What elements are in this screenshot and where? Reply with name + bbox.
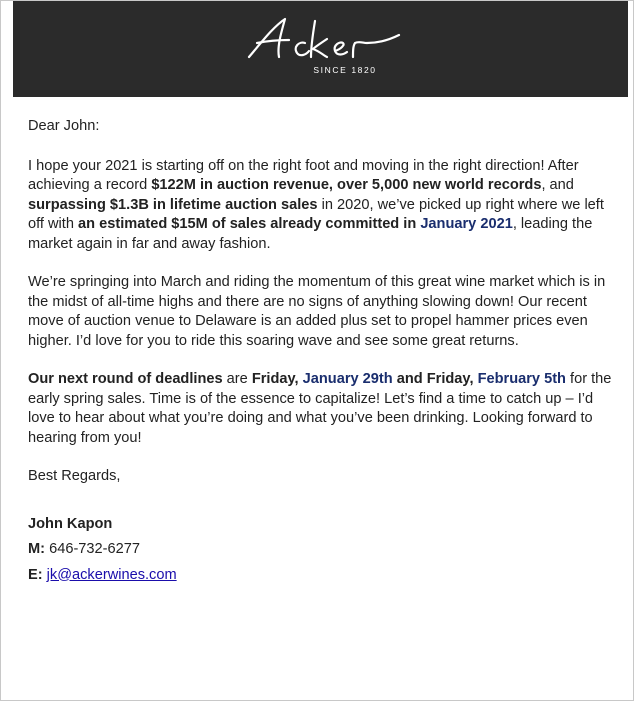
text-segment: in 2020, we’ve picked up right where we left off with	[28, 196, 604, 232]
bold-segment: Friday,	[251, 371, 303, 387]
text-segment: are	[222, 371, 252, 387]
bold-segment: surpassing $1.3B in lifetime auction sales	[28, 196, 318, 213]
bold-segment: an estimated $15M of sales already committed in	[78, 216, 421, 232]
bold-segment: and Friday,	[392, 371, 478, 387]
text-segment: for the early spring sales. Time is of the essence to capitalize! Let’s find a time to catch up – I’d love to hear about what you’re doing and what you’ve been drinking. Looking forward to hearing from you!	[28, 371, 612, 446]
highlight-date: January 2021	[420, 216, 513, 232]
signature-mobile	[28, 540, 618, 560]
bold-segment: $122M in auction revenue, over 5,000 new world records	[151, 177, 542, 193]
text-segment: , leading the market again in far and away fashion.	[28, 216, 593, 252]
window-border-left	[0, 0, 1, 701]
mobile-number: 646-732-6277	[49, 541, 140, 557]
text-segment: , and	[541, 177, 574, 193]
greeting: Dear John:	[28, 118, 100, 134]
closing: Best Regards,	[28, 468, 121, 484]
email-link[interactable]: jk@ackerwines.com	[46, 566, 177, 583]
highlight-date: February 5th	[477, 371, 566, 387]
email-label: E:	[28, 566, 43, 583]
acker-logo-script	[243, 13, 403, 65]
paragraph-revenue	[28, 157, 618, 255]
paragraph-market: We’re springing into March and riding the momentum of this great wine market which is in the midst of all-time highs and there are no signs of anything slowing down! Our recent move of auction venue to Delaware is an added plus set to propel hammer prices even higher. I’d love for you to ride this soaring wave and see some great returns.	[28, 274, 606, 349]
email-header-banner	[13, 1, 628, 97]
highlight-date: January 29th	[302, 371, 393, 387]
signature-email	[28, 566, 618, 586]
bold-segment: Our next round of deadlines	[28, 371, 223, 387]
mobile-label: M:	[28, 541, 46, 557]
signature-name: John Kapon	[28, 515, 113, 532]
text-segment: I hope your 2021 is starting off on the right foot and moving in the right direction! After achieving a record	[28, 157, 579, 193]
logo-tagline: SINCE 1820	[313, 65, 377, 75]
email-body	[28, 117, 618, 585]
acker-logo	[243, 13, 403, 83]
paragraph-deadlines	[28, 370, 618, 448]
